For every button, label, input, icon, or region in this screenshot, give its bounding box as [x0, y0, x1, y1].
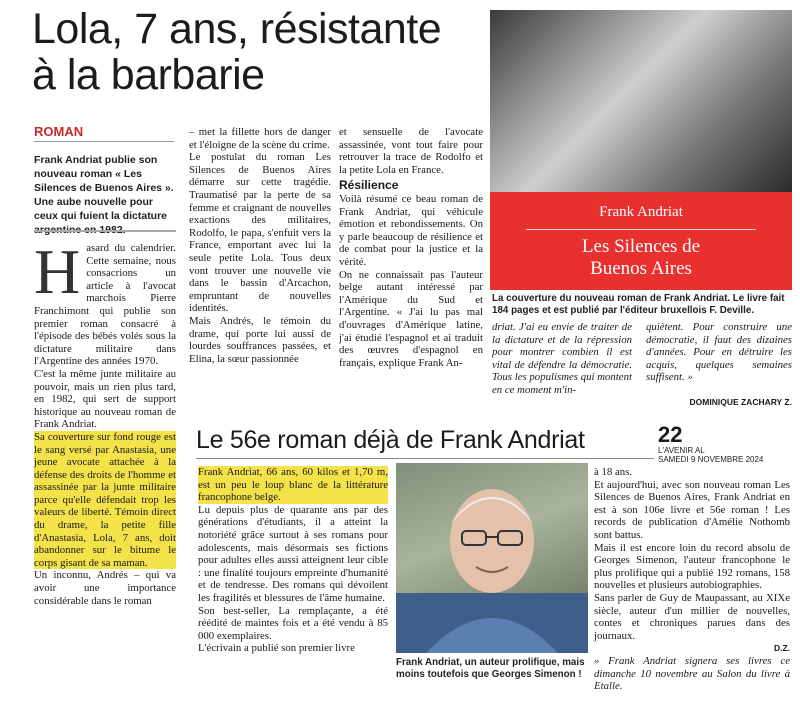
col3-paragraph-1: et sensuelle de l'avocate assassinée, vont tout faire pour retrouver la trace de Rodolfo et la petite Lola en France.	[339, 126, 483, 176]
subheading-resilience: Résilience	[339, 178, 399, 193]
paper-name: L'AVENIR AL	[658, 446, 705, 455]
portrait-illustration	[396, 463, 588, 653]
col1-paragraph-1: asard du calendrier. Cette semaine, nous consacrions un article à l'avocat marchois Pierre Franchimont qui publie son premier roman consacré à l'épisode des bébés volés sous la dictature militaire dans l'Argentine des années 1970.	[34, 242, 176, 368]
box-left-paragraph-1: Frank Andriat, 66 ans, 60 kilos et 1,70 m, est un peu le loup blanc de la littérature francophone belge.	[198, 466, 388, 504]
article-column-1	[34, 236, 176, 607]
chapo-divider	[34, 230, 176, 232]
col3-paragraph-3: On ne connaissait pas l'auteur belge autant intéressé par l'Amérique du Sud et l'Argentine. « J'ai lu pas mal d'ouvrages d'Amérique latine, j'ai étudié l'espagnol et ai traduit des œuvres d'espagnol en français, explique Frank An-	[339, 268, 483, 369]
article-column-3	[339, 126, 483, 369]
rubric-label: ROMAN	[34, 124, 84, 139]
col1-paragraph-4: Un inconnu, Andrés – qui va avoir une importance considérable dans le roman	[34, 569, 176, 607]
cover-author: Frank Andriat	[599, 204, 683, 220]
box-left-paragraph-3: Son best-seller, La remplaçante, a été réédité de maintes fois et a été vendu à 85 000 exemplaires.	[198, 604, 388, 642]
col4-paragraph-1: driat. J'ai eu envie de traiter de la dictature et de la répression pour montrer combien il est vital de défendre la démocratie. Tous les populismes qui montent en ce moment m'in-	[492, 321, 632, 396]
page-number: 22	[658, 422, 683, 447]
col2-paragraph-1: – met la fillette hors de danger et l'éloigne de la scène du crime.	[189, 126, 331, 151]
col1-paragraph-2: C'est la même junte militaire au pouvoir, mais un rien plus tard, en 1982, qui sert de support historique au nouveau roman de Frank Andriat.	[34, 367, 176, 431]
chapo: Frank Andriat publie son nouveau roman « Les Silences de Buenos Aires ». Une aube nouvelle pour ceux qui fuient la dictature	[34, 154, 174, 222]
box-right-note: » Frank Andriat signera ses livres ce dimanche 10 novembre au Salon du livre à Etalle.	[594, 654, 790, 693]
page-info	[658, 422, 788, 464]
headline-line-1: Lola, 7 ans, résistante	[32, 5, 442, 53]
box-divider	[196, 458, 654, 459]
col5-paragraph-1: quiètent. Pour construire une démocratie, il faut des dizaines d'années. Pour en détruire les acquis, quelques semaines suffisent. »	[646, 321, 792, 384]
cover-photo	[490, 10, 792, 192]
article-column-2	[189, 126, 331, 365]
headline-line-2: à la barbarie	[32, 51, 265, 99]
author-signature: DOMINIQUE ZACHARY Z.	[689, 396, 792, 407]
box-right-paragraph-3: Mais il est encore loin du record absolu de Georges Simenon, l'auteur francophone le plus prolifique qui a publié 192 romans, 158 nouvelles et plusieurs autobiographies.	[594, 541, 790, 592]
author-portrait	[396, 463, 588, 653]
cover-caption: La couverture du nouveau roman de Frank Andriat. Le livre fait 184 pages et est publié par l'éditeur bruxellois F. Deville.	[492, 293, 785, 316]
box-right-paragraph-1: à 18 ans.	[594, 466, 633, 478]
cover-title-line-1: Les Silences de	[581, 236, 701, 257]
cover-rule	[526, 229, 756, 230]
box-signature: D.Z.	[773, 643, 790, 654]
col2-paragraph-3: Mais Andrés, le témoin du drame, qui porte lui aussi de lourdes souffrances passées, et Elina, la sœur passionnée	[189, 314, 331, 365]
box-left-paragraph-4: L'écrivain a publié son premier livre	[198, 642, 355, 655]
box-heading: Le 56e roman déjà de Frank Andriat	[196, 426, 585, 454]
book-cover-image	[490, 10, 792, 290]
col3-paragraph-2: Voilà résumé ce beau roman de Frank Andriat, qui véhicule émotion et rebondissements. On y parle beaucoup de résilience et de combat pour la justice et la vérité.	[339, 192, 483, 268]
col1-paragraph-3: Sa couverture sur fond rouge est le sang versé par Anastasia, une jeune avocate attachée à la défense des droits de l'homme et assassinée par la junte militaire parce qu'elle défendait trop les valeurs de liberté. Témoin direct du drame, la petite fille d'Anastasia, Lola, 7 ans, doit abandonner sur le bitume le corps gisant de sa maman.	[34, 430, 176, 569]
box-right-paragraph-4: Sans parler de Guy de Maupassant, au XIXe siècle, auteur d'un millier de nouvelles, contes et chroniques parues dans des journaux.	[594, 591, 790, 642]
article-column-4	[492, 321, 632, 397]
drop-cap: H	[34, 236, 81, 307]
cover-title-line-2: Buenos Aires	[590, 258, 692, 279]
box-right-paragraph-2: Et aujourd'hui, avec son nouveau roman Les Silences de Buenos Aires, Frank Andriat en est à son 106e livre et 56e roman ! Les records de publication d'Amélie Nothomb sont battus.	[594, 478, 790, 541]
box-left-paragraph-2: Lu depuis plus de quarante ans par des générations d'étudiants, il a atteint la notoriété grâce surtout à ses romans pour adolescents, mais désormais ses fictions pour adultes elles aussi atteignent leur cible : une finalité toujours empreinte d'humanité et de tendresse. Des romans qui dévoilent les fragilités et blessures de l'âme humaine.	[198, 503, 388, 604]
box-column-left	[198, 466, 388, 655]
rubric-divider	[34, 141, 174, 142]
box-column-right	[594, 466, 790, 693]
headline	[32, 6, 482, 98]
portrait-caption: Frank Andriat, un auteur prolifique, mais moins toutefois que Georges Simenon !	[396, 657, 585, 680]
col2-paragraph-2: Le postulat du roman Les Silences de Buenos Aires démarre sur cette tragédie. Traumatisé par la perte de sa femme et craignant de nouvelles exactions des militaires, Rodolfo, le papa, s'enfuit vers la France, emportant avec lui la seule petite Lola. Tous deux vont trouver une nouvelle vie dans le bassin d'Arcachon, empruntant de nouvelles identités.	[189, 151, 331, 315]
article-column-5	[646, 321, 792, 409]
page-date: SAMEDI 9 NOVEMBRE 2024	[658, 455, 764, 464]
cover-red-panel	[490, 192, 792, 290]
